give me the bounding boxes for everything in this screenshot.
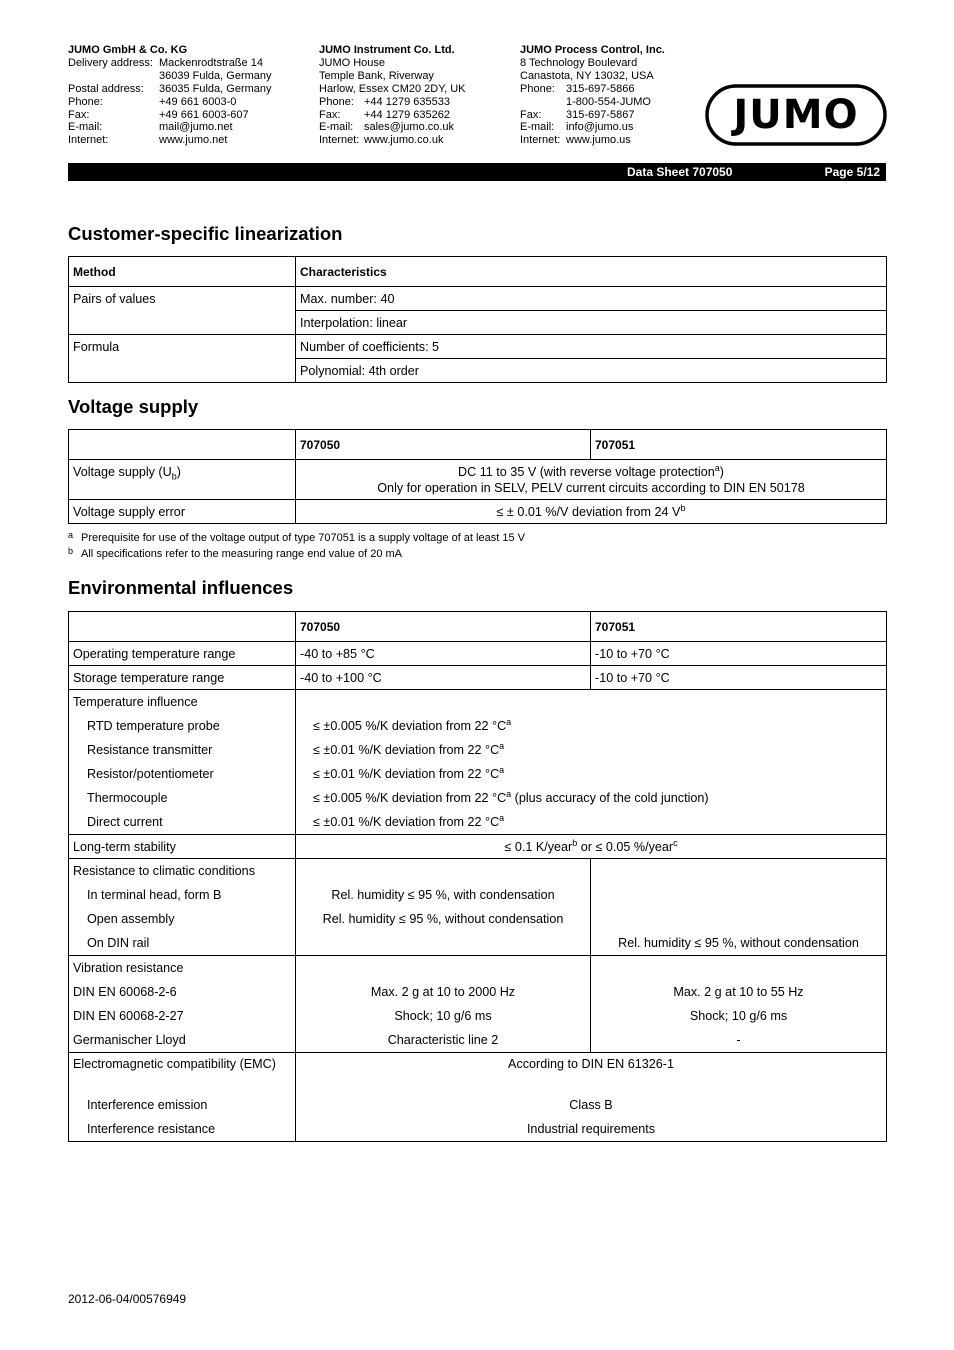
address-row: Phone: 315-697-5866 xyxy=(520,82,635,95)
temperature-influence-item-label: Resistor/potentiometer xyxy=(87,767,214,781)
address-row: Internet: www.jumo.co.uk xyxy=(319,134,444,147)
address-row: Fax: +44 1279 635262 xyxy=(319,108,450,121)
address-row: Phone: +44 1279 635533 xyxy=(319,95,450,108)
company-name: JUMO Process Control, Inc. xyxy=(520,44,665,56)
address-line: 8 Technology Boulevard xyxy=(520,56,638,69)
characteristic-cell: Interpolation: linear xyxy=(296,311,887,335)
address-row: E-mail: mail@jumo.net xyxy=(68,121,233,134)
temperature-influence-item-value: ≤ ±0.005 %/K deviation from 22 $^\circ C^a$ xyxy=(313,716,512,733)
climatic-707050: Rel. humidity ≤ 95 %, with condensation Rel. humidity ≤ 95 %, without condensation xyxy=(296,859,591,956)
temperature-influence-labels xyxy=(69,690,296,835)
address-row: 36039 Fulda, Germany xyxy=(159,69,272,82)
method-cell: Pairs of values xyxy=(69,287,296,335)
characteristic-cell: Number of coefficients: 5 xyxy=(296,335,887,359)
row-label-vibration: Vibration resistance xyxy=(73,961,184,975)
section-title-linearization: Customer-specific linearization xyxy=(68,223,343,244)
characteristic-cell: Max. number: 40 xyxy=(296,287,887,311)
characteristic-cell: Polynomial: 4th order xyxy=(296,359,887,383)
address-row: Fax: 315-697-5867 xyxy=(520,108,635,121)
temperature-influence-item-value: ≤ ±0.01 %/K deviation from 22 $^\circ C^a$ xyxy=(313,740,505,757)
svg-text:JUMO: JUMO xyxy=(733,92,859,138)
address-row: Internet: www.jumo.us xyxy=(520,134,631,147)
address-block-germany xyxy=(68,44,272,147)
environmental-table xyxy=(68,611,887,1142)
address-row: 1-800-554-JUMO xyxy=(566,95,651,108)
temperature-influence-item-value: ≤ ±0.005 %/K deviation from 22 $^\circ C^a$ (plus accuracy of the cold junction) xyxy=(313,788,709,805)
section-title-environmental: Environmental influences xyxy=(68,577,294,598)
address-line: Canastota, NY 13032, USA xyxy=(520,69,654,82)
address-row: Postal address: 36035 Fulda, Germany xyxy=(68,82,272,95)
jumo-logo-icon xyxy=(705,84,887,146)
col-header-707050: 707050 xyxy=(296,612,591,642)
temperature-influence-item-value: ≤ ±0.01 %/K deviation from 22 $^\circ C^a$ xyxy=(313,812,505,829)
temperature-influence-item-value: ≤ ±0.01 %/K deviation from 22 $^\circ C^a$ xyxy=(313,764,505,781)
address-row: Phone: +49 661 6003-0 xyxy=(68,95,237,108)
document-date: 2012-06-04/00576949 xyxy=(68,1292,187,1306)
company-name: JUMO GmbH & Co. KG xyxy=(68,44,188,56)
vibration-labels: Vibration resistance DIN EN 60068-2-6 DIN EN 60068-2-27 Germanischer Lloyd xyxy=(69,956,296,1053)
address-block-uk xyxy=(319,44,466,147)
row-label-voltage-supply-error: Voltage supply error xyxy=(69,500,296,524)
company-name: JUMO Instrument Co. Ltd. xyxy=(319,44,455,56)
address-row: Fax: +49 661 6003-607 xyxy=(68,108,249,121)
col-header-707050: 707050 xyxy=(296,430,591,460)
voltage-supply-error-value: ≤ ± 0.01 %/V deviation from 24 $V^b$ xyxy=(296,500,887,524)
page-number: Page 5/12 xyxy=(824,165,880,179)
method-cell: Formula xyxy=(69,335,296,383)
storage-temp-707051: -10 to +70 °C xyxy=(591,666,887,690)
vibration-707051: Max. 2 g at 10 to 55 Hz Shock; 10 g/6 ms - xyxy=(591,956,887,1053)
temperature-influence-values xyxy=(296,690,887,835)
temperature-influence-item-label: RTD temperature probe xyxy=(87,719,220,733)
row-label-operating-temp: Operating temperature range xyxy=(69,642,296,666)
address-line: Harlow, Essex CM20 2DY, UK xyxy=(319,82,466,95)
row-label-storage-temp: Storage temperature range xyxy=(69,666,296,690)
datasheet-number: Data Sheet 707050 xyxy=(627,165,733,179)
temperature-influence-item-label: Direct current xyxy=(87,815,163,829)
row-label-long-term-stability: Long-term stability xyxy=(69,835,296,859)
footnote-a: a Prerequisite for use of the voltage output of type 707051 is a supply voltage of at least 15 V xyxy=(68,530,525,544)
address-block-usa xyxy=(520,44,665,147)
temperature-influence-item-label: Resistance transmitter xyxy=(87,743,213,757)
datasheet-bar xyxy=(68,163,886,181)
operating-temp-707051: -10 to +70 °C xyxy=(591,642,887,666)
address-line: Temple Bank, Riverway xyxy=(319,69,434,82)
voltage-supply-table xyxy=(68,429,887,524)
vibration-707050: Max. 2 g at 10 to 2000 Hz Shock; 10 g/6 ms Characteristic line 2 xyxy=(296,956,591,1053)
voltage-supply-value: DC 11 to 35 V (with reverse voltage protection$^a$) Only for operation in SELV, PELV current circuits according to DIN EN 50178 xyxy=(296,460,887,500)
col-header-707051: 707051 xyxy=(591,430,887,460)
row-label-climatic: Resistance to climatic conditions xyxy=(73,864,255,878)
section-title-voltage-supply: Voltage supply xyxy=(68,396,199,417)
footnote-b: b All specifications refer to the measuring range end value of 20 mA xyxy=(68,546,403,560)
long-term-stability-value: ≤ 0.1 K/year$^b$ or ≤ 0.05 %/year$^c$ xyxy=(296,835,887,859)
address-row: E-mail: info@jumo.us xyxy=(520,121,634,134)
col-header-707051: 707051 xyxy=(591,612,887,642)
address-row: Internet: www.jumo.net xyxy=(68,134,228,147)
temperature-influence-item-label: Thermocouple xyxy=(87,791,168,805)
address-row: E-mail: sales@jumo.co.uk xyxy=(319,121,455,134)
emc-labels: Electromagnetic compatibility (EMC) Interference emission Interference resistance xyxy=(69,1053,296,1142)
operating-temp-707050: -40 to +85 °C xyxy=(296,642,591,666)
address-line: JUMO House xyxy=(319,56,386,69)
address-row: Delivery address: Mackenrodtstraße 14 xyxy=(68,56,263,69)
climatic-labels: Resistance to climatic conditions In terminal head, form B Open assembly On DIN rail xyxy=(69,859,296,956)
empty-header-cell xyxy=(69,430,296,460)
empty-header-cell xyxy=(69,612,296,642)
row-label-temperature-influence: Temperature influence xyxy=(73,695,198,709)
col-header-method: Method xyxy=(69,257,296,287)
storage-temp-707050: -40 to +100 °C xyxy=(296,666,591,690)
row-label-emc: Electromagnetic compatibility (EMC) xyxy=(73,1057,276,1071)
col-header-characteristics: Characteristics xyxy=(296,257,887,287)
row-label-voltage-supply: Voltage supply $(U_b)$ xyxy=(69,460,296,500)
emc-values: According to DIN EN 61326-1 Class B Industrial requirements xyxy=(296,1053,887,1142)
climatic-707051: Rel. humidity ≤ 95 %, without condensation xyxy=(591,859,887,956)
linearization-table xyxy=(68,256,887,383)
